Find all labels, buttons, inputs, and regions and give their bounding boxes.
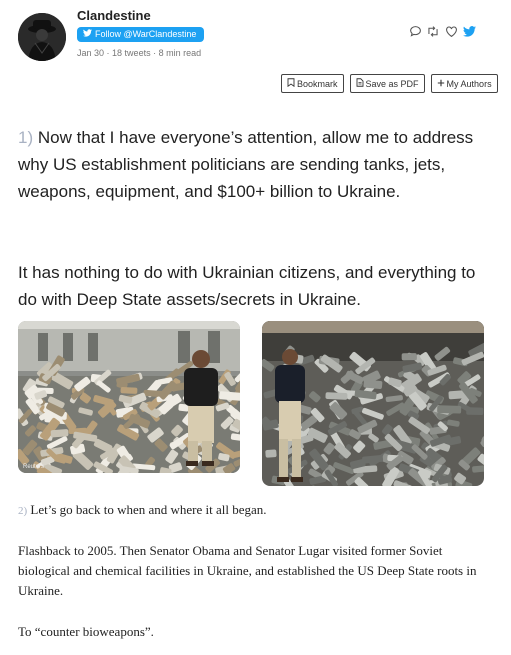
my-authors-button[interactable] xyxy=(431,74,498,93)
heart-icon[interactable] xyxy=(444,24,458,38)
post-date: Jan 30 xyxy=(77,48,105,58)
bookmark-icon xyxy=(287,78,295,89)
image-watermark: Reuters xyxy=(23,464,45,470)
save-pdf-button[interactable] xyxy=(350,74,425,93)
avatar[interactable] xyxy=(18,13,66,61)
thread-toolbar xyxy=(281,74,498,93)
document-icon xyxy=(356,78,364,89)
tweet-1-image-2[interactable] xyxy=(262,321,484,486)
bookmark-label: Bookmark xyxy=(297,78,338,89)
tweet-1-text-2: It has nothing to do with Ukrainian citizens, and everything to do with Deep State assets/secrets in Ukraine. xyxy=(18,263,476,309)
follow-label: Follow @WarClandestine xyxy=(95,29,197,39)
tweet-actions xyxy=(408,24,476,38)
tweet-2-body: Let’s go back to when and where it all began. xyxy=(30,502,267,517)
reply-icon[interactable] xyxy=(408,24,422,38)
author-name[interactable]: Clandestine xyxy=(77,8,151,23)
twitter-bird-icon xyxy=(83,27,92,42)
bookmark-button[interactable] xyxy=(281,74,344,93)
my-authors-label: My Authors xyxy=(446,78,492,89)
tweet-number: 2) xyxy=(18,505,28,517)
tweet-1-image-1[interactable] xyxy=(18,321,240,473)
follow-button[interactable] xyxy=(77,27,204,42)
save-pdf-label: Save as PDF xyxy=(365,78,419,89)
twitter-icon[interactable] xyxy=(462,24,476,38)
read-time: 8 min read xyxy=(158,48,202,58)
retweet-icon[interactable] xyxy=(426,24,440,38)
tweet-2-text-2: Flashback to 2005. Then Senator Obama and Senator Lugar visited former Soviet biological and chemical facilities in Ukraine, and established the US Deep State roots in Ukraine. xyxy=(18,543,477,598)
tweet-2-text xyxy=(18,500,488,521)
tweet-count: 18 tweets xyxy=(112,48,151,58)
tweet-1-body: Now that I have everyone’s attention, allow me to address why US establishment politicians are sending tanks, jets, weapons, equipment, and $100+ billion to Ukraine. xyxy=(18,128,474,201)
tweet-number: 1) xyxy=(18,128,34,147)
thread-header xyxy=(0,0,511,70)
thread-meta: Jan 30 · 18 tweets · 8 min read xyxy=(77,48,202,58)
tweet-2-text-3: To “counter bioweapons”. xyxy=(18,624,154,639)
plus-icon xyxy=(437,79,445,89)
tweet-1-text xyxy=(18,124,488,205)
